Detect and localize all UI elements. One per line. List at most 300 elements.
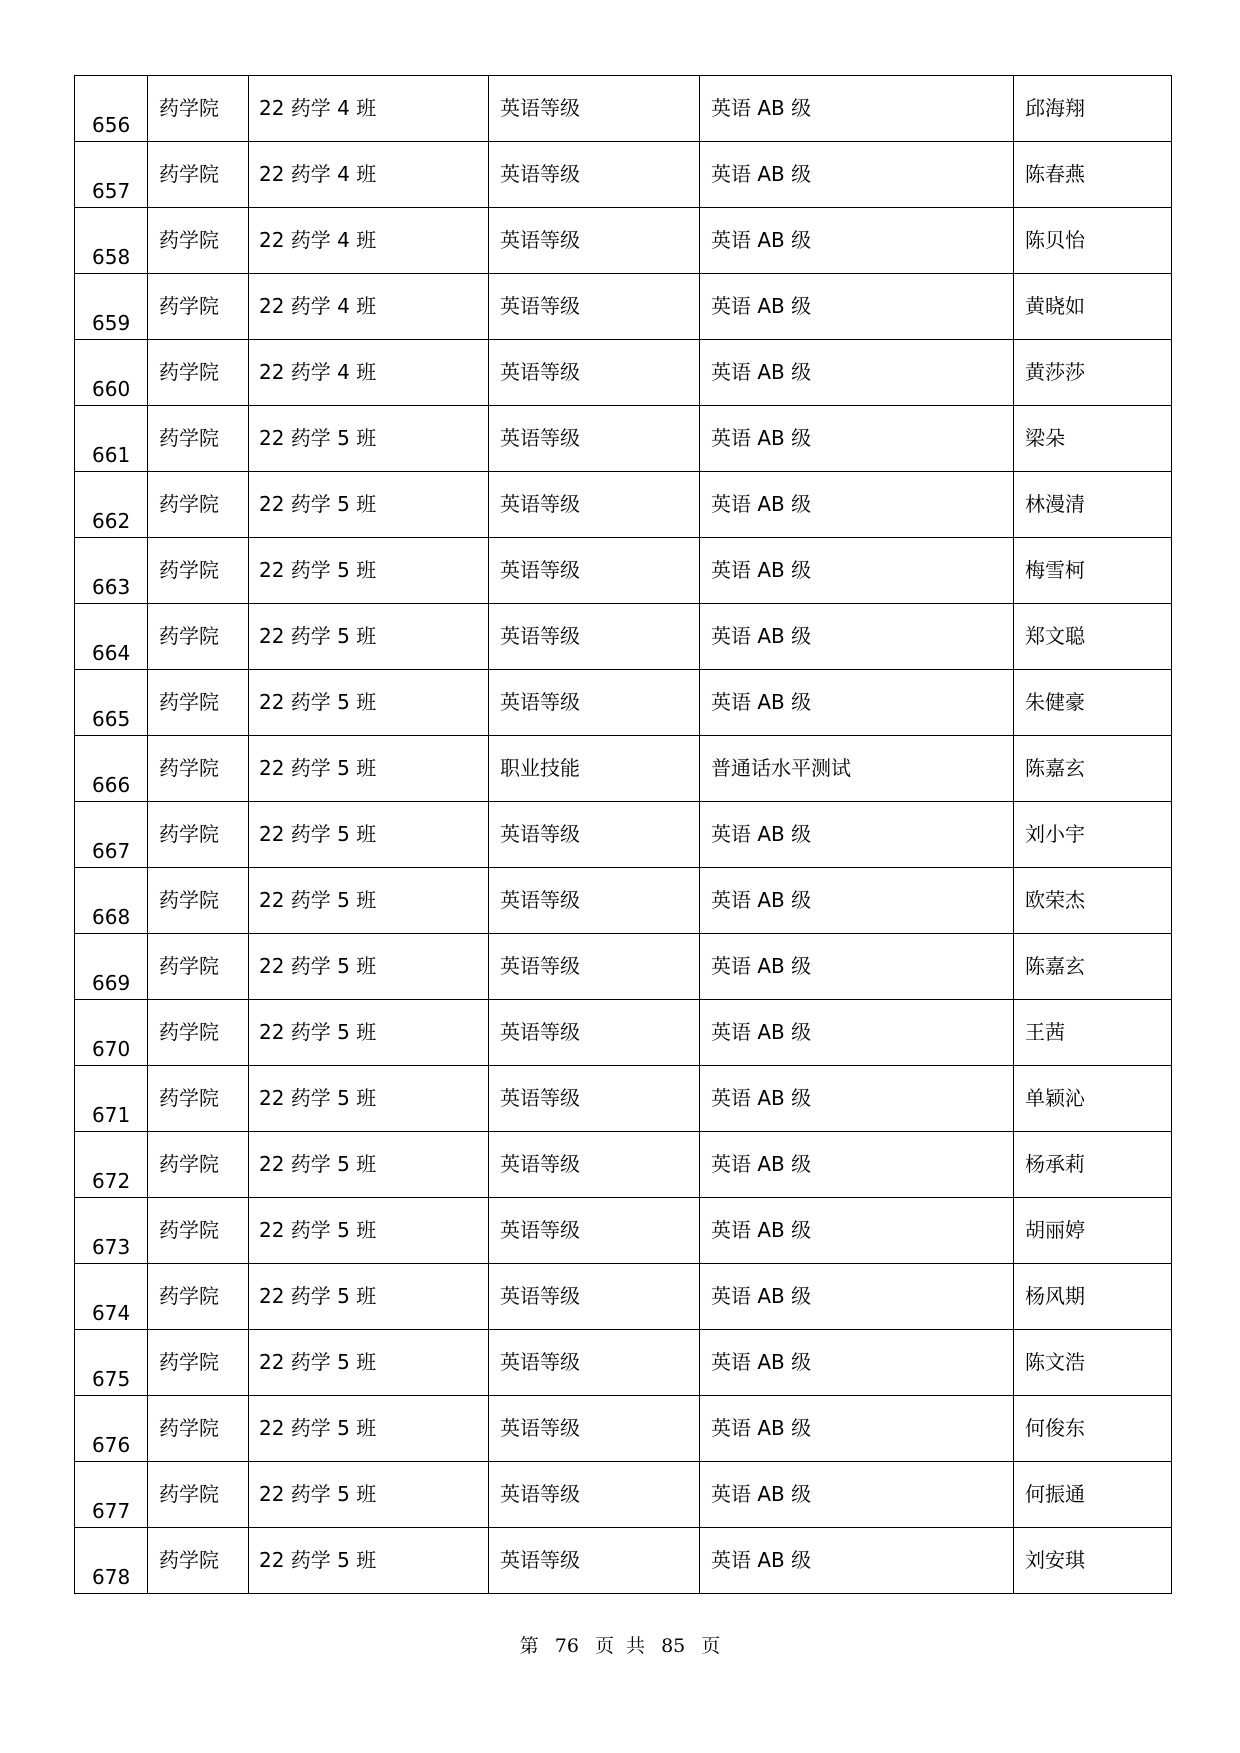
college-cell [148,604,249,670]
row-number-text: 670 [92,1037,131,1061]
row-number-cell [75,472,148,538]
college-text: 药学院 [159,558,219,582]
item-text: 英语 AB 级 [711,1086,812,1110]
category-text: 英语等级 [500,1350,580,1374]
row-number-cell [75,934,148,1000]
row-number-text: 660 [92,377,131,401]
item-cell [700,274,1014,340]
row-number-cell [75,340,148,406]
class-text: 22 药学 4 班 [259,360,377,384]
student-name-text: 邱海翔 [1025,96,1085,120]
item-text: 英语 AB 级 [711,822,812,846]
student-name-cell [1014,1198,1172,1264]
category-text: 英语等级 [500,1152,580,1176]
student-name-cell [1014,1396,1172,1462]
item-cell [700,1462,1014,1528]
row-number-text: 669 [92,971,131,995]
college-cell [148,340,249,406]
table-row [75,406,1172,472]
student-name-text: 陈嘉玄 [1025,954,1085,978]
class-cell [249,802,489,868]
class-cell [249,1066,489,1132]
item-text: 英语 AB 级 [711,426,812,450]
table-row [75,604,1172,670]
table-row [75,142,1172,208]
item-text: 英语 AB 级 [711,690,812,714]
college-text: 药学院 [159,1350,219,1374]
student-name-cell [1014,934,1172,1000]
item-text: 英语 AB 级 [711,1284,812,1308]
category-text: 英语等级 [500,1416,580,1440]
row-number-text: 668 [92,905,131,929]
category-cell [489,1330,700,1396]
row-number-text: 676 [92,1433,131,1457]
footer-total-pages: 85 [661,1635,686,1657]
student-name-text: 刘小宇 [1025,822,1085,846]
item-text: 英语 AB 级 [711,162,812,186]
student-name-text: 梅雪柯 [1025,558,1085,582]
row-number-cell [75,1000,148,1066]
student-name-text: 何俊东 [1025,1416,1085,1440]
college-cell [148,736,249,802]
college-text: 药学院 [159,1548,219,1572]
college-cell [148,802,249,868]
student-name-cell [1014,1066,1172,1132]
row-number-cell [75,868,148,934]
class-cell [249,1396,489,1462]
student-name-cell [1014,604,1172,670]
table-row [75,1528,1172,1594]
item-cell [700,1330,1014,1396]
row-number-cell [75,604,148,670]
college-text: 药学院 [159,888,219,912]
class-cell [249,538,489,604]
row-number-text: 671 [92,1103,131,1127]
student-name-cell [1014,1528,1172,1594]
item-cell [700,142,1014,208]
student-name-cell [1014,868,1172,934]
category-cell [489,142,700,208]
student-name-text: 单颖沁 [1025,1086,1085,1110]
table-row [75,1462,1172,1528]
student-name-text: 杨承莉 [1025,1152,1085,1176]
item-cell [700,670,1014,736]
student-name-cell [1014,76,1172,142]
class-cell [249,1264,489,1330]
class-cell [249,1000,489,1066]
college-text: 药学院 [159,954,219,978]
class-text: 22 药学 5 班 [259,822,377,846]
category-text: 英语等级 [500,558,580,582]
student-name-text: 杨风期 [1025,1284,1085,1308]
student-name-cell [1014,736,1172,802]
class-text: 22 药学 4 班 [259,96,377,120]
college-cell [148,142,249,208]
student-name-cell [1014,802,1172,868]
category-text: 英语等级 [500,690,580,714]
table-row [75,736,1172,802]
row-number-text: 663 [92,575,131,599]
row-number-cell [75,1330,148,1396]
class-text: 22 药学 5 班 [259,888,377,912]
category-text: 英语等级 [500,954,580,978]
class-cell [249,1330,489,1396]
item-cell [700,736,1014,802]
row-number-text: 672 [92,1169,131,1193]
table-row [75,934,1172,1000]
college-text: 药学院 [159,822,219,846]
category-text: 英语等级 [500,360,580,384]
class-text: 22 药学 5 班 [259,1086,377,1110]
row-number-text: 659 [92,311,131,335]
category-cell [489,1066,700,1132]
college-cell [148,1528,249,1594]
table-row [75,1264,1172,1330]
college-text: 药学院 [159,756,219,780]
class-text: 22 药学 5 班 [259,624,377,648]
category-text: 英语等级 [500,1086,580,1110]
row-number-text: 667 [92,839,131,863]
college-cell [148,868,249,934]
category-text: 英语等级 [500,96,580,120]
college-text: 药学院 [159,1284,219,1308]
row-number-text: 675 [92,1367,131,1391]
row-number-cell [75,1198,148,1264]
page-footer [0,1631,1240,1658]
category-text: 英语等级 [500,426,580,450]
table-row [75,1330,1172,1396]
student-name-text: 陈嘉玄 [1025,756,1085,780]
category-text: 职业技能 [500,756,580,780]
row-number-cell [75,736,148,802]
college-cell [148,406,249,472]
college-cell [148,208,249,274]
row-number-text: 664 [92,641,131,665]
item-cell [700,538,1014,604]
row-number-text: 658 [92,245,131,269]
college-text: 药学院 [159,360,219,384]
class-cell [249,406,489,472]
category-cell [489,1132,700,1198]
college-text: 药学院 [159,492,219,516]
table-row [75,208,1172,274]
category-cell [489,538,700,604]
row-number-text: 661 [92,443,131,467]
row-number-text: 656 [92,113,131,137]
row-number-text: 673 [92,1235,131,1259]
student-name-text: 梁朵 [1025,426,1065,450]
award-table [74,75,1172,1594]
item-text: 英语 AB 级 [711,294,812,318]
category-cell [489,934,700,1000]
row-number-text: 677 [92,1499,131,1523]
college-cell [148,1066,249,1132]
item-text: 英语 AB 级 [711,1416,812,1440]
class-text: 22 药学 5 班 [259,1482,377,1506]
student-name-cell [1014,1462,1172,1528]
college-text: 药学院 [159,1086,219,1110]
class-cell [249,1198,489,1264]
student-name-cell [1014,208,1172,274]
student-name-text: 陈春燕 [1025,162,1085,186]
class-text: 22 药学 5 班 [259,1284,377,1308]
student-name-cell [1014,670,1172,736]
item-cell [700,1066,1014,1132]
college-cell [148,472,249,538]
category-text: 英语等级 [500,1482,580,1506]
college-cell [148,1330,249,1396]
row-number-cell [75,1396,148,1462]
category-cell [489,472,700,538]
item-text: 英语 AB 级 [711,492,812,516]
category-cell [489,802,700,868]
class-cell [249,208,489,274]
college-text: 药学院 [159,228,219,252]
category-cell [489,76,700,142]
class-text: 22 药学 5 班 [259,1152,377,1176]
category-text: 英语等级 [500,888,580,912]
class-text: 22 药学 5 班 [259,426,377,450]
college-cell [148,1396,249,1462]
item-cell [700,868,1014,934]
student-name-text: 何振通 [1025,1482,1085,1506]
class-cell [249,142,489,208]
row-number-text: 662 [92,509,131,533]
table-row [75,274,1172,340]
college-cell [148,1198,249,1264]
item-cell [700,472,1014,538]
class-cell [249,76,489,142]
college-text: 药学院 [159,1416,219,1440]
category-text: 英语等级 [500,1548,580,1572]
category-text: 英语等级 [500,492,580,516]
category-cell [489,1462,700,1528]
item-text: 普通话水平测试 [711,756,851,780]
class-text: 22 药学 4 班 [259,228,377,252]
table-row [75,1396,1172,1462]
category-cell [489,1264,700,1330]
student-name-cell [1014,472,1172,538]
class-cell [249,340,489,406]
row-number-cell [75,802,148,868]
row-number-text: 666 [92,773,131,797]
category-cell [489,604,700,670]
college-cell [148,538,249,604]
college-cell [148,274,249,340]
table-row [75,340,1172,406]
student-name-cell [1014,1000,1172,1066]
row-number-cell [75,538,148,604]
category-text: 英语等级 [500,822,580,846]
student-name-text: 朱健豪 [1025,690,1085,714]
college-cell [148,1000,249,1066]
class-cell [249,1462,489,1528]
class-cell [249,604,489,670]
student-name-text: 郑文聪 [1025,624,1085,648]
college-cell [148,934,249,1000]
item-cell [700,76,1014,142]
class-text: 22 药学 5 班 [259,954,377,978]
row-number-cell [75,1264,148,1330]
footer-middle: 页 共 [594,1635,646,1657]
college-text: 药学院 [159,1020,219,1044]
item-text: 英语 AB 级 [711,1152,812,1176]
category-cell [489,1000,700,1066]
table-row [75,1198,1172,1264]
category-cell [489,1198,700,1264]
category-cell [489,1396,700,1462]
student-name-cell [1014,1330,1172,1396]
row-number-cell [75,1462,148,1528]
category-text: 英语等级 [500,1020,580,1044]
student-name-text: 陈贝怡 [1025,228,1085,252]
table-row [75,76,1172,142]
college-text: 药学院 [159,1218,219,1242]
row-number-cell [75,406,148,472]
item-text: 英语 AB 级 [711,96,812,120]
college-text: 药学院 [159,162,219,186]
item-cell [700,802,1014,868]
class-text: 22 药学 5 班 [259,558,377,582]
item-text: 英语 AB 级 [711,1020,812,1044]
category-cell [489,208,700,274]
item-cell [700,934,1014,1000]
class-cell [249,274,489,340]
college-cell [148,76,249,142]
college-cell [148,1462,249,1528]
student-name-cell [1014,340,1172,406]
item-cell [700,1000,1014,1066]
category-cell [489,670,700,736]
item-cell [700,1264,1014,1330]
item-text: 英语 AB 级 [711,1218,812,1242]
class-cell [249,868,489,934]
table-body [75,76,1172,1594]
category-text: 英语等级 [500,162,580,186]
college-text: 药学院 [159,1482,219,1506]
table-row [75,1132,1172,1198]
class-cell [249,934,489,1000]
category-cell [489,736,700,802]
class-text: 22 药学 5 班 [259,1416,377,1440]
item-cell [700,340,1014,406]
row-number-cell [75,1132,148,1198]
item-cell [700,1396,1014,1462]
class-text: 22 药学 5 班 [259,1548,377,1572]
college-cell [148,670,249,736]
item-cell [700,1132,1014,1198]
item-cell [700,604,1014,670]
student-name-text: 刘安琪 [1025,1548,1085,1572]
college-text: 药学院 [159,1152,219,1176]
class-text: 22 药学 4 班 [259,162,377,186]
item-cell [700,1198,1014,1264]
item-text: 英语 AB 级 [711,360,812,384]
item-text: 英语 AB 级 [711,1548,812,1572]
row-number-text: 674 [92,1301,131,1325]
item-text: 英语 AB 级 [711,1482,812,1506]
class-cell [249,1132,489,1198]
category-text: 英语等级 [500,294,580,318]
row-number-text: 678 [92,1565,131,1589]
table-row [75,868,1172,934]
row-number-text: 665 [92,707,131,731]
student-name-text: 王茜 [1025,1020,1065,1044]
student-name-cell [1014,406,1172,472]
class-cell [249,670,489,736]
category-cell [489,340,700,406]
category-text: 英语等级 [500,1218,580,1242]
item-text: 英语 AB 级 [711,888,812,912]
class-text: 22 药学 5 班 [259,1020,377,1044]
category-cell [489,274,700,340]
class-cell [249,1528,489,1594]
student-name-text: 黄莎莎 [1025,360,1085,384]
student-name-cell [1014,1132,1172,1198]
college-text: 药学院 [159,690,219,714]
table-row [75,1000,1172,1066]
row-number-cell [75,208,148,274]
row-number-cell [75,274,148,340]
item-text: 英语 AB 级 [711,1350,812,1374]
item-text: 英语 AB 级 [711,558,812,582]
footer-prefix: 第 [519,1635,539,1657]
row-number-text: 657 [92,179,131,203]
category-text: 英语等级 [500,624,580,648]
table-row [75,802,1172,868]
college-text: 药学院 [159,624,219,648]
table-row [75,538,1172,604]
category-cell [489,868,700,934]
class-text: 22 药学 5 班 [259,1218,377,1242]
college-text: 药学院 [159,426,219,450]
footer-suffix: 页 [701,1635,721,1657]
class-text: 22 药学 5 班 [259,690,377,714]
student-name-text: 黄晓如 [1025,294,1085,318]
student-name-cell [1014,1264,1172,1330]
category-cell [489,406,700,472]
student-name-text: 陈文浩 [1025,1350,1085,1374]
college-cell [148,1264,249,1330]
class-text: 22 药学 4 班 [259,294,377,318]
row-number-cell [75,142,148,208]
college-text: 药学院 [159,294,219,318]
student-name-text: 胡丽婷 [1025,1218,1085,1242]
item-text: 英语 AB 级 [711,624,812,648]
item-cell [700,406,1014,472]
row-number-cell [75,76,148,142]
category-text: 英语等级 [500,1284,580,1308]
student-name-text: 林漫清 [1025,492,1085,516]
student-name-cell [1014,538,1172,604]
student-name-cell [1014,274,1172,340]
class-text: 22 药学 5 班 [259,756,377,780]
table-row [75,670,1172,736]
class-cell [249,736,489,802]
item-text: 英语 AB 级 [711,228,812,252]
class-cell [249,472,489,538]
row-number-cell [75,1066,148,1132]
row-number-cell [75,670,148,736]
item-text: 英语 AB 级 [711,954,812,978]
college-cell [148,1132,249,1198]
table-row [75,472,1172,538]
table-row [75,1066,1172,1132]
class-text: 22 药学 5 班 [259,492,377,516]
category-text: 英语等级 [500,228,580,252]
college-text: 药学院 [159,96,219,120]
item-cell [700,208,1014,274]
